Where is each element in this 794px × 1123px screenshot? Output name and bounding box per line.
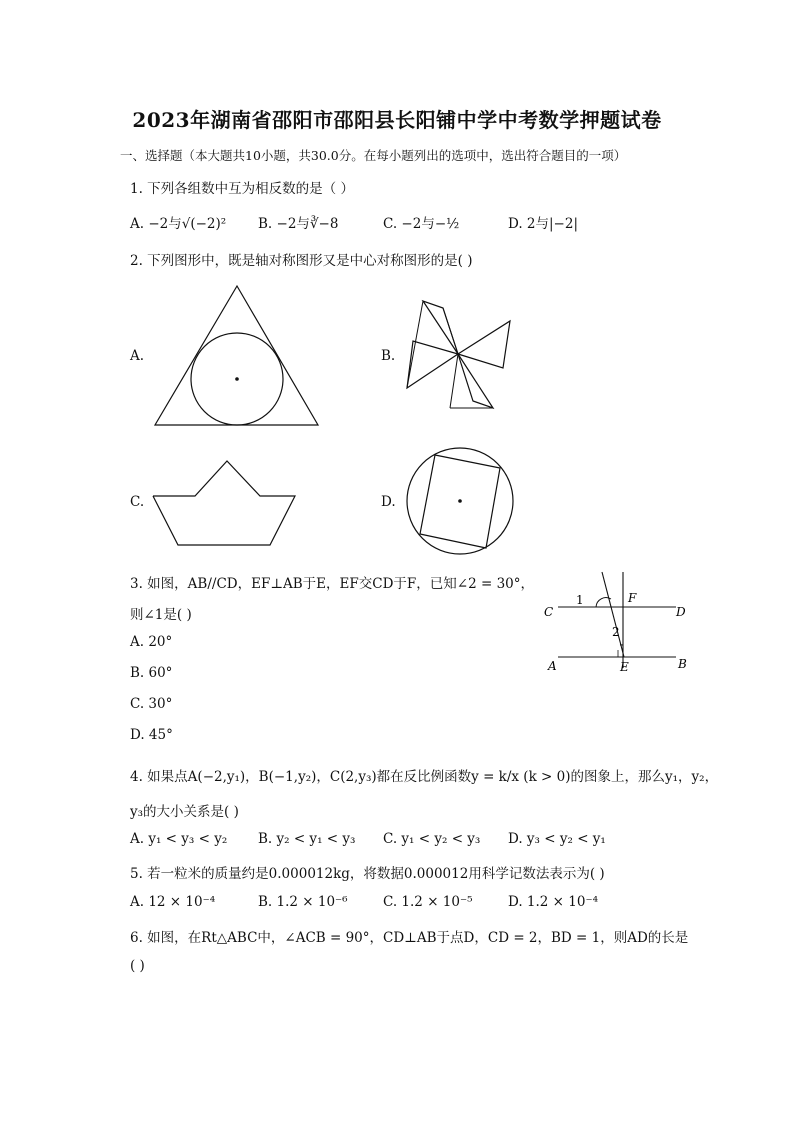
parallel-lines-figure [540, 568, 700, 676]
label-F: F [628, 591, 637, 605]
question-5-option-c[interactable]: C. 1.2 × 10⁻⁵ [383, 894, 473, 910]
question-5-option-b[interactable]: B. 1.2 × 10⁻⁶ [258, 894, 348, 910]
question-3-option-a[interactable]: A. 20° [130, 634, 173, 650]
question-2-option-a-label[interactable]: A. [130, 348, 145, 364]
question-4-stem-line2: y₃的大小关系是( ) [130, 804, 239, 820]
label-C: C [544, 605, 554, 619]
question-1-option-c[interactable]: C. −2与−½ [383, 216, 460, 232]
question-3-stem-line1: 3. 如图，AB//CD，EF⊥AB于E，EF交CD于F，已知∠2 = 30°， [130, 576, 534, 592]
question-3-option-c[interactable]: C. 30° [130, 696, 173, 712]
question-1-option-a[interactable]: A. −2与√(−2)² [130, 216, 227, 232]
question-5-option-d[interactable]: D. 1.2 × 10⁻⁴ [508, 894, 599, 910]
triangle-incircle-figure [150, 282, 325, 430]
question-2-option-c-label[interactable]: C. [130, 494, 145, 510]
question-3-option-d[interactable]: D. 45° [130, 727, 173, 743]
question-5-option-a[interactable]: A. 12 × 10⁻⁴ [130, 894, 216, 910]
label-angle-1: 1 [576, 593, 584, 607]
question-3-stem-line2: 则∠1是( ) [130, 607, 192, 623]
question-5-stem: 5. 若一粒米的质量约是0.000012kg，将数据0.000012用科学记数法表示为( ) [130, 866, 605, 882]
question-2-stem: 2. 下列图形中，既是轴对称图形又是中心对称图形的是( ) [130, 253, 473, 269]
square-in-circle-figure [402, 446, 520, 558]
question-3-option-b[interactable]: B. 60° [130, 665, 173, 681]
question-1-option-d[interactable]: D. 2与|−2| [508, 216, 579, 232]
label-E: E [620, 660, 629, 674]
question-6-stem-line1: 6. 如图，在Rt△ABC中，∠ACB = 90°，CD⊥AB于点D，CD = 2，BD = 1，则AD的长是 [130, 930, 689, 946]
boat-figure [150, 458, 300, 550]
question-1-stem: 1. 下列各组数中互为相反数的是（ ） [130, 181, 354, 197]
question-4-option-d[interactable]: D. y₃ < y₂ < y₁ [508, 831, 606, 847]
question-6-stem-line2: ( ) [130, 958, 145, 974]
question-2-option-d-label[interactable]: D. [381, 494, 396, 510]
question-4-option-c[interactable]: C. y₁ < y₂ < y₃ [383, 831, 481, 847]
question-4-option-b[interactable]: B. y₂ < y₁ < y₃ [258, 831, 356, 847]
section-heading: 一、选择题（本大题共10小题，共30.0分。在每小题列出的选项中，选出符合题目的一项） [120, 148, 627, 163]
question-4-stem-line1: 4. 如果点A(−2,y₁)，B(−1,y₂)，C(2,y₃)都在反比例函数y = k/x (k > 0)的图象上，那么y₁，y₂， [130, 769, 719, 785]
page-title: 2023年湖南省邵阳市邵阳县长阳铺中学中考数学押题试卷 [132, 108, 662, 132]
label-A: A [548, 659, 557, 673]
pinwheel-figure [395, 296, 520, 414]
label-B: B [678, 657, 687, 671]
label-D: D [676, 605, 686, 619]
label-angle-2: 2 [612, 625, 620, 639]
question-2-option-b-label[interactable]: B. [381, 348, 396, 364]
question-4-option-a[interactable]: A. y₁ < y₃ < y₂ [130, 831, 228, 847]
question-1-option-b[interactable]: B. −2与∛−8 [258, 216, 339, 232]
